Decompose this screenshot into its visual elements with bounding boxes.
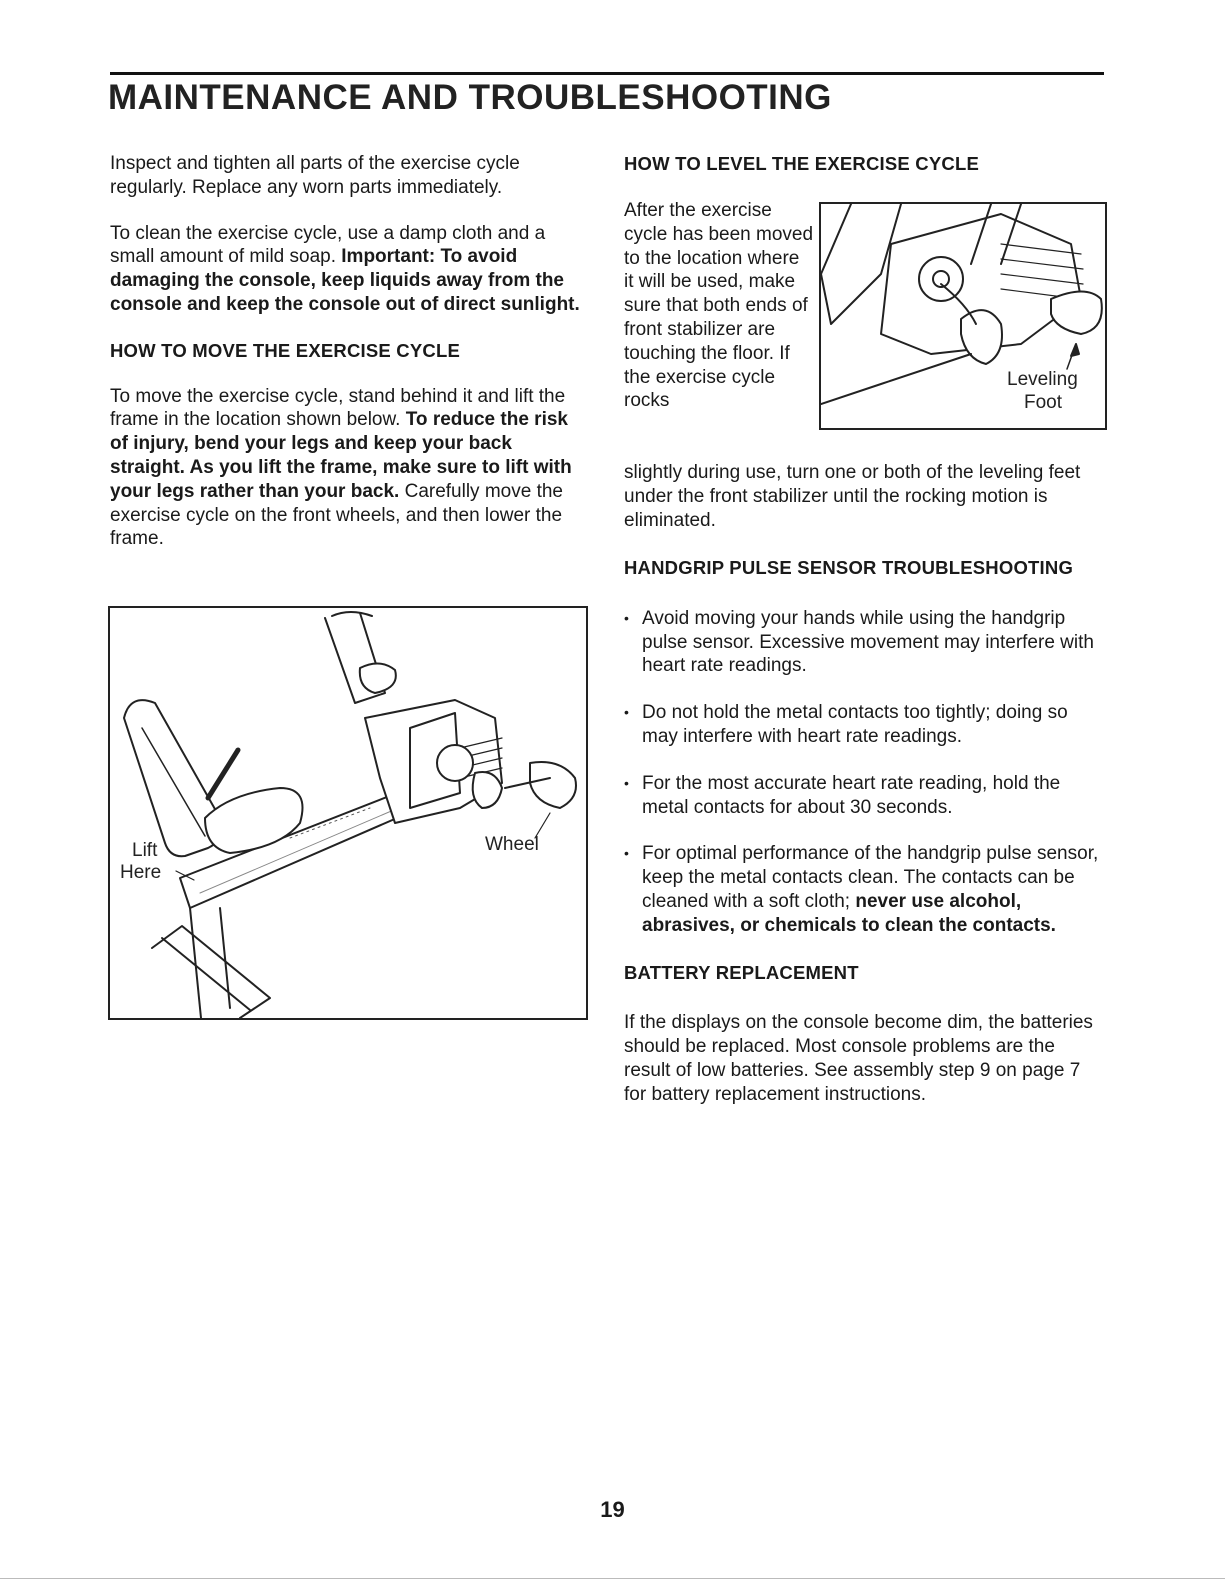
list-item — [624, 842, 1104, 937]
move-text: To move the exercise cycle, stand behind it and lift the frame in the location shown below. — [110, 385, 566, 431]
leveling-label: Leveling — [1007, 369, 1078, 390]
page-title: MAINTENANCE AND TROUBLESHOOTING — [108, 78, 832, 117]
list-item: • Avoid moving your hands while using the handgrip pulse sensor. Excessive movement may interfere with heart rate readings. — [624, 607, 1104, 678]
inspect-paragraph: Inspect and tighten all parts of the exercise cycle regularly. Replace any worn parts immediately. — [110, 153, 520, 198]
exercise-cycle-drawing — [110, 608, 586, 1018]
clean-paragraph — [110, 222, 590, 317]
bottom-rule — [0, 1578, 1225, 1579]
here-label: Here — [120, 862, 162, 883]
leveling-foot-drawing — [821, 204, 1105, 428]
battery-paragraph: If the displays on the console become dim, the batteries should be replaced. Most console problems are the result of low batteries. See assembly step 9 on page 7 for battery replacement instructions. — [624, 1012, 1093, 1105]
left-column — [110, 152, 590, 551]
list-item: • Do not hold the metal contacts too tightly; doing so may interfere with heart rate readings. — [624, 701, 1104, 749]
level-wrapped-text: After the exercise cycle has been moved to the location where it will be used, make sure that both ends of front stabilizer are touching the floor. If the exercise cycle rocks — [624, 200, 814, 412]
pulse-heading: HANDGRIP PULSE SENSOR TROUBLESHOOTING — [624, 557, 1074, 578]
lift-label: Lift — [132, 840, 158, 861]
move-heading: HOW TO MOVE THE EXERCISE CYCLE — [110, 339, 461, 361]
clean-text: To clean the exercise cycle, use a damp cloth and a small amount of mild soap. — [110, 222, 546, 268]
level-heading: HOW TO LEVEL THE EXERCISE CYCLE — [624, 153, 980, 174]
tip-warning: never use alcohol, abrasives, or chemicals to clean the contacts. — [642, 890, 1056, 936]
page-number: 19 — [600, 1497, 625, 1522]
pulse-tips-list — [624, 607, 1104, 938]
battery-heading: BATTERY REPLACEMENT — [624, 961, 859, 983]
move-text-end: Carefully move the exercise cycle on the front wheels, and then lower the frame. — [110, 480, 563, 550]
move-illustration — [108, 606, 588, 1020]
level-continued-text: slightly during use, turn one or both of the leveling feet under the front stabilizer until the rocking motion is eliminated. — [624, 462, 1081, 531]
wheel-label: Wheel — [485, 834, 539, 855]
clean-warning: Important: To avoid damaging the console, keep liquids away from the console and keep the console out of direct sunlight. — [110, 246, 580, 315]
move-paragraph — [110, 385, 590, 552]
title-rule — [110, 72, 1104, 75]
tip-text: For optimal performance of the handgrip pulse sensor, keep the metal contacts clean. The contacts can be cleaned with a soft cloth; — [642, 843, 1099, 912]
list-item: • For the most accurate heart rate reading, hold the metal contacts for about 30 seconds. — [624, 772, 1104, 820]
move-warning: To reduce the risk of injury, bend your legs and keep your back straight. As you lift the frame, make sure to lift with your legs rather than your back. — [110, 409, 572, 502]
pulse-section — [624, 556, 1104, 1107]
foot-label: Foot — [1024, 392, 1063, 413]
leveling-illustration — [819, 202, 1107, 430]
